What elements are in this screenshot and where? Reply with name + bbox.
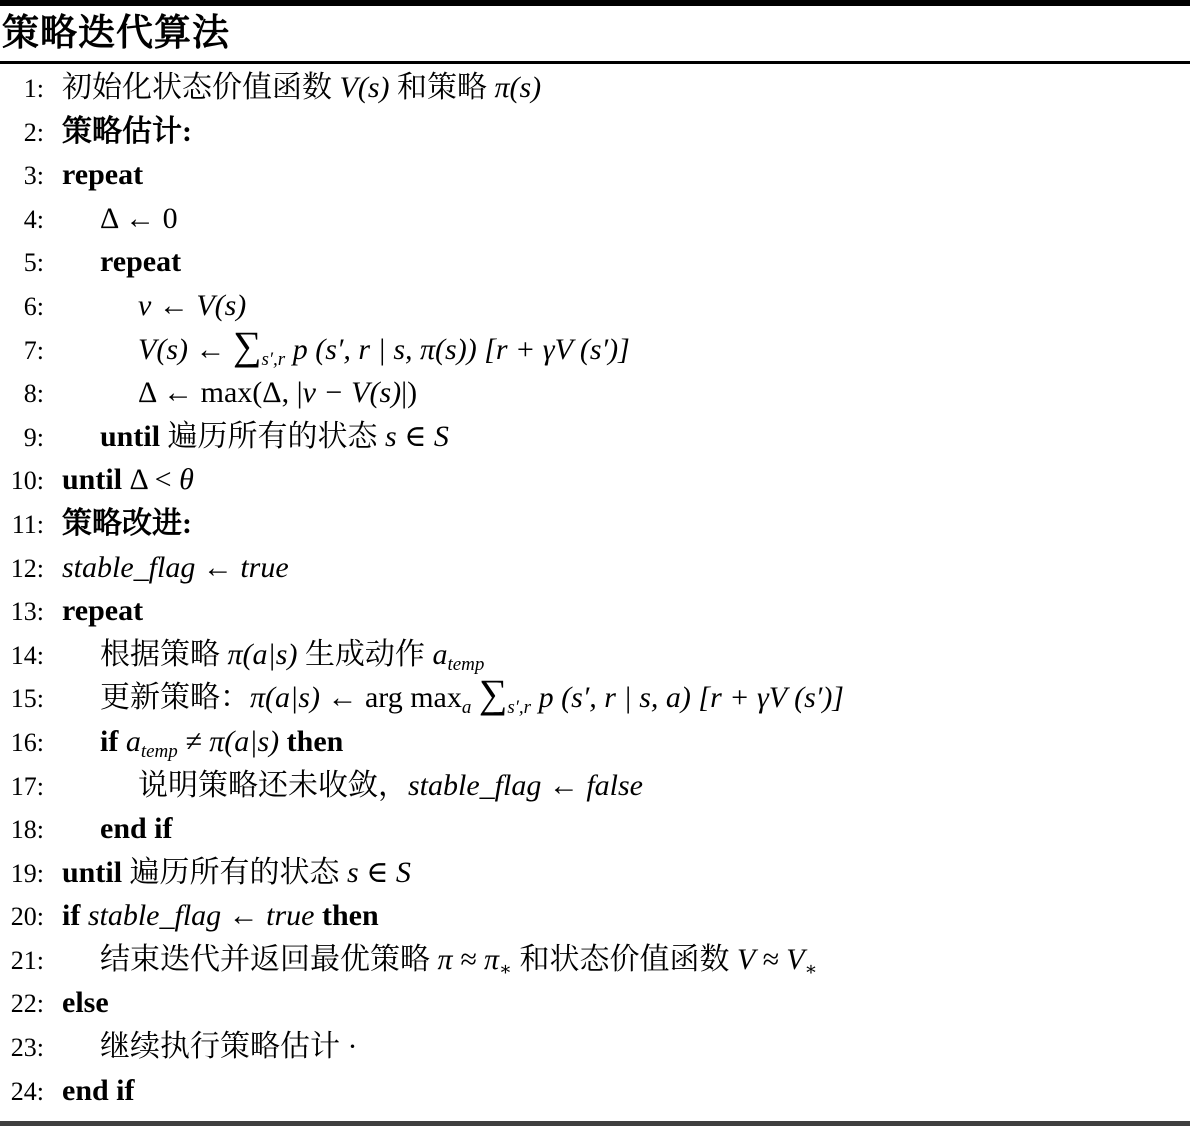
line-content — [100, 1030, 358, 1063]
line-number: 22: — [10, 989, 44, 1019]
segment-t: 和状态价值函数 — [511, 942, 737, 976]
segment-sum: ∑ — [478, 671, 508, 717]
segment-m: π(a|s) — [227, 637, 298, 671]
algo-line — [0, 807, 1190, 851]
segment-kw: until — [62, 855, 123, 889]
algo-line — [0, 197, 1190, 241]
segment-m: π(s) — [494, 71, 542, 104]
line-content — [138, 376, 417, 409]
algo-line — [0, 322, 1190, 372]
line-number: 10: — [10, 466, 44, 496]
line-content — [100, 812, 173, 845]
algo-line — [0, 66, 1190, 110]
segment-sum: ∑ — [232, 322, 262, 368]
segment-t: 更新策略： — [100, 681, 250, 715]
algo-line — [0, 938, 1190, 982]
algorithm-title: 策略迭代算法 — [2, 13, 230, 54]
algo-line — [0, 284, 1190, 328]
segment-kw: repeat — [62, 158, 144, 192]
segment-mr — [471, 681, 479, 714]
segment-kw: if — [62, 899, 81, 933]
line-number: 3: — [23, 161, 44, 191]
segment-m: stable_flag ← true — [62, 550, 289, 584]
line-number: 1: — [23, 74, 44, 103]
segment-mr: Δ < — [122, 463, 180, 497]
segment-t: 和策略 — [389, 71, 495, 104]
segment-m: π ≈ π — [437, 942, 500, 976]
algo-line — [0, 851, 1190, 895]
algo-line — [0, 633, 1190, 677]
segment-mr: ← arg max — [319, 681, 462, 715]
segment-t: 说明策略还未收敛， — [138, 768, 408, 802]
segment-kw: if — [100, 724, 119, 758]
line-number: 6: — [23, 291, 44, 321]
segment-m: s ∈ S — [347, 855, 411, 889]
line-number: 9: — [23, 422, 44, 452]
segment-kw: end if — [100, 812, 173, 846]
segment-m: V ≈ V — [736, 942, 805, 976]
line-content — [62, 158, 143, 191]
segment-t: 遍历所有的状态 — [160, 419, 386, 453]
line-content — [100, 637, 485, 675]
segment-b: 策略改进: — [62, 506, 192, 540]
line-content — [62, 1074, 135, 1107]
segment-t: 遍历所有的状态 — [122, 855, 348, 889]
line-content — [100, 202, 178, 235]
segment-sub: ∗ — [804, 958, 818, 980]
segment-m: v − V(s) — [302, 376, 402, 410]
segment-sub: s′,r — [261, 348, 286, 370]
line-number: 11: — [11, 509, 44, 539]
segment-kw: then — [321, 899, 379, 933]
line-number: 7: — [23, 335, 44, 365]
line-number: 2: — [23, 117, 44, 147]
segment-m: π(a|s) — [250, 681, 320, 715]
algo-line — [0, 153, 1190, 197]
algo-line — [0, 671, 1190, 720]
line-content — [138, 769, 643, 802]
line-content — [62, 71, 541, 104]
line-content — [100, 671, 844, 719]
segment-sub: s′,r — [507, 697, 532, 719]
segment-m: stable_flag ← false — [408, 768, 643, 802]
segment-m: p (s′, r | s, a) [r + γV (s′)] — [531, 681, 844, 715]
segment-sub: temp — [447, 653, 485, 675]
line-content — [62, 986, 109, 1019]
line-number: 8: — [23, 379, 44, 409]
segment-sub: ∗ — [499, 958, 512, 980]
segment-kw: until — [100, 419, 161, 453]
line-content — [100, 245, 181, 278]
segment-t: 根据策略 — [100, 637, 228, 671]
line-number: 16: — [10, 727, 44, 757]
segment-m: v ← V(s) — [138, 288, 247, 322]
line-content — [138, 322, 630, 370]
line-number: 12: — [10, 553, 44, 583]
segment-m: V(s) — [339, 71, 390, 104]
segment-mr: ← — [187, 332, 233, 366]
line-number: 5: — [23, 248, 44, 278]
algo-line — [0, 546, 1190, 590]
algo-line — [0, 371, 1190, 415]
algo-line — [0, 502, 1190, 546]
algo-line — [0, 764, 1190, 808]
line-number: 4: — [23, 204, 44, 234]
segment-m: a — [432, 637, 448, 671]
line-content — [100, 420, 449, 453]
line-content — [62, 594, 143, 627]
segment-t: 初始化状态价值函数 — [62, 71, 340, 104]
line-content — [62, 551, 289, 584]
bottom-rule — [0, 1121, 1190, 1126]
segment-mr: |) — [401, 376, 418, 410]
segment-sub: temp — [140, 740, 178, 762]
segment-kw: until — [62, 463, 123, 497]
segment-kw: end if — [62, 1073, 135, 1107]
algo-line — [0, 415, 1190, 459]
line-number: 15: — [10, 684, 44, 714]
line-number: 23: — [10, 1033, 44, 1063]
segment-m: p (s′, r | s, π(s)) [r + γV (s′)] — [285, 332, 630, 366]
line-number: 20: — [10, 902, 44, 932]
algo-line — [0, 240, 1190, 284]
segment-mr: Δ ← max(Δ, | — [138, 376, 303, 410]
algo-line — [0, 1025, 1190, 1069]
algo-line — [0, 589, 1190, 633]
line-number: 17: — [10, 771, 44, 801]
line-number: 21: — [10, 945, 44, 975]
segment-b: 策略估计: — [62, 114, 192, 148]
segment-t: 生成动作 — [297, 637, 433, 671]
line-content — [100, 724, 344, 762]
line-content — [62, 899, 379, 932]
algo-line — [0, 110, 1190, 154]
line-content — [100, 942, 818, 980]
segment-m: s ∈ S — [385, 419, 449, 453]
line-number: 13: — [10, 597, 44, 627]
segment-kw: then — [286, 724, 344, 758]
segment-m: V(s) — [138, 332, 188, 366]
segment-m: ≠ π(a|s) — [177, 724, 287, 758]
segment-kw: repeat — [62, 594, 144, 628]
segment-kw: else — [62, 986, 109, 1020]
segment-t: 继续执行策略估计 · — [100, 1030, 358, 1064]
segment-t: 结束迭代并返回最优策略 — [100, 942, 438, 976]
algo-line — [0, 894, 1190, 938]
line-content — [138, 289, 246, 322]
algorithm-body — [0, 64, 1190, 1112]
line-number: 14: — [10, 640, 44, 670]
algo-line — [0, 458, 1190, 502]
algo-line — [0, 1069, 1190, 1113]
line-number: 18: — [10, 815, 44, 845]
segment-m: stable_flag ← true — [80, 899, 322, 933]
segment-m: a — [118, 724, 141, 758]
segment-m: θ — [179, 463, 194, 497]
line-content — [62, 507, 192, 540]
segment-mr: Δ ← 0 — [100, 201, 178, 235]
algo-line — [0, 720, 1190, 764]
line-number: 19: — [10, 858, 44, 888]
line-content — [62, 115, 192, 148]
line-content — [62, 463, 194, 496]
line-content — [62, 856, 411, 889]
algo-line — [0, 981, 1190, 1025]
line-number: 24: — [10, 1076, 44, 1106]
segment-kw: repeat — [100, 245, 182, 279]
segment-sub: a — [461, 697, 472, 719]
